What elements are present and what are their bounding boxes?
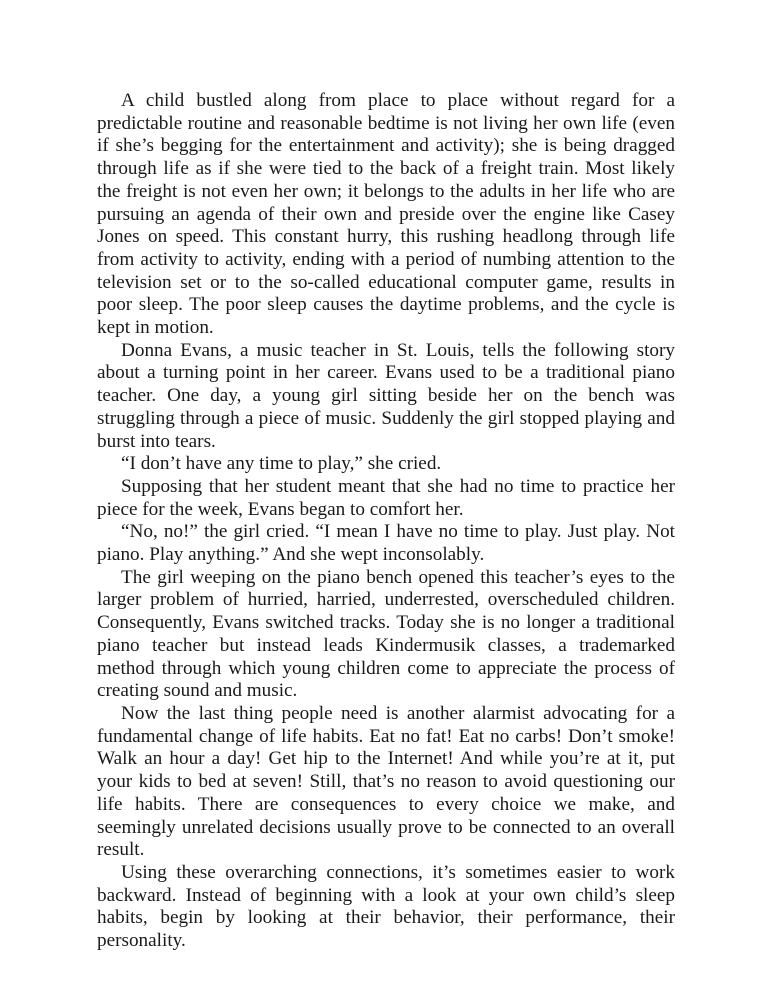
paragraph-3: “I don’t have any time to play,” she cried. bbox=[121, 453, 442, 475]
paragraph-2: Donna Evans, a music teacher in St. Louis, tells the following story about a turning point in her career. Evans used to be a traditional piano teacher. One day, a young girl sitting beside her on the bench was struggling through a piece of music. Suddenly the girl stopped playing and burst into tears. bbox=[97, 339, 675, 452]
paragraph-4: Supposing that her student meant that she had no time to practice her piece for the week, Evans began to comfort her. bbox=[97, 475, 675, 520]
paragraph-8: Using these overarching connections, it’s sometimes easier to work backward. Instead of beginning with a look at your own child’s sleep habits, begin by looking at their behavior, their performance, their personality. bbox=[97, 861, 675, 952]
paragraph-7: Now the last thing people need is another alarmist advocating for a fundamental change of life habits. Eat no fat! Eat no carbs! Don’t smoke! Walk an hour a day! Get hip to the Internet! And while you’re at it, put your kids to bed at seven! Still, that’s no reason to avoid questioning our life habits. There are consequences to every choice we make, and seemingly unrelated decisions usually prove to be connected to an overall result. bbox=[97, 702, 675, 861]
paragraph-1: A child bustled along from place to place without regard for a predictable routine and reasonable bedtime is not living her own life (even if she’s begging for the entertainment and activity); she is being dragged through life as if she were tied to the back of a freight train. Most likely the freight is not even her own; it belongs to the adults in her life who are pursuing an agenda of their own and preside over the engine like Casey Jones on speed. This constant hurry, this rushing headlong through life from activity to activity, ending with a period of numbing attention to the television set or to the so-called educational computer game, results in poor sleep. The poor sleep causes the daytime problems, and the cycle is kept in motion. bbox=[97, 90, 675, 339]
paragraph-6: The girl weeping on the piano bench opened this teacher’s eyes to the larger problem of hurried, harried, underrested, overscheduled children. Consequently, Evans switched tracks. Today she is no longer a traditional piano teacher but instead leads Kindermusik classes, a trademarked method through which young children come to appreciate the process of creating sound and music. bbox=[97, 566, 675, 702]
paragraph-5: “No, no!” the girl cried. “I mean I have no time to play. Just play. Not piano. Play anything.” And she wept inconsolably. bbox=[97, 521, 675, 566]
document-page bbox=[97, 90, 675, 953]
